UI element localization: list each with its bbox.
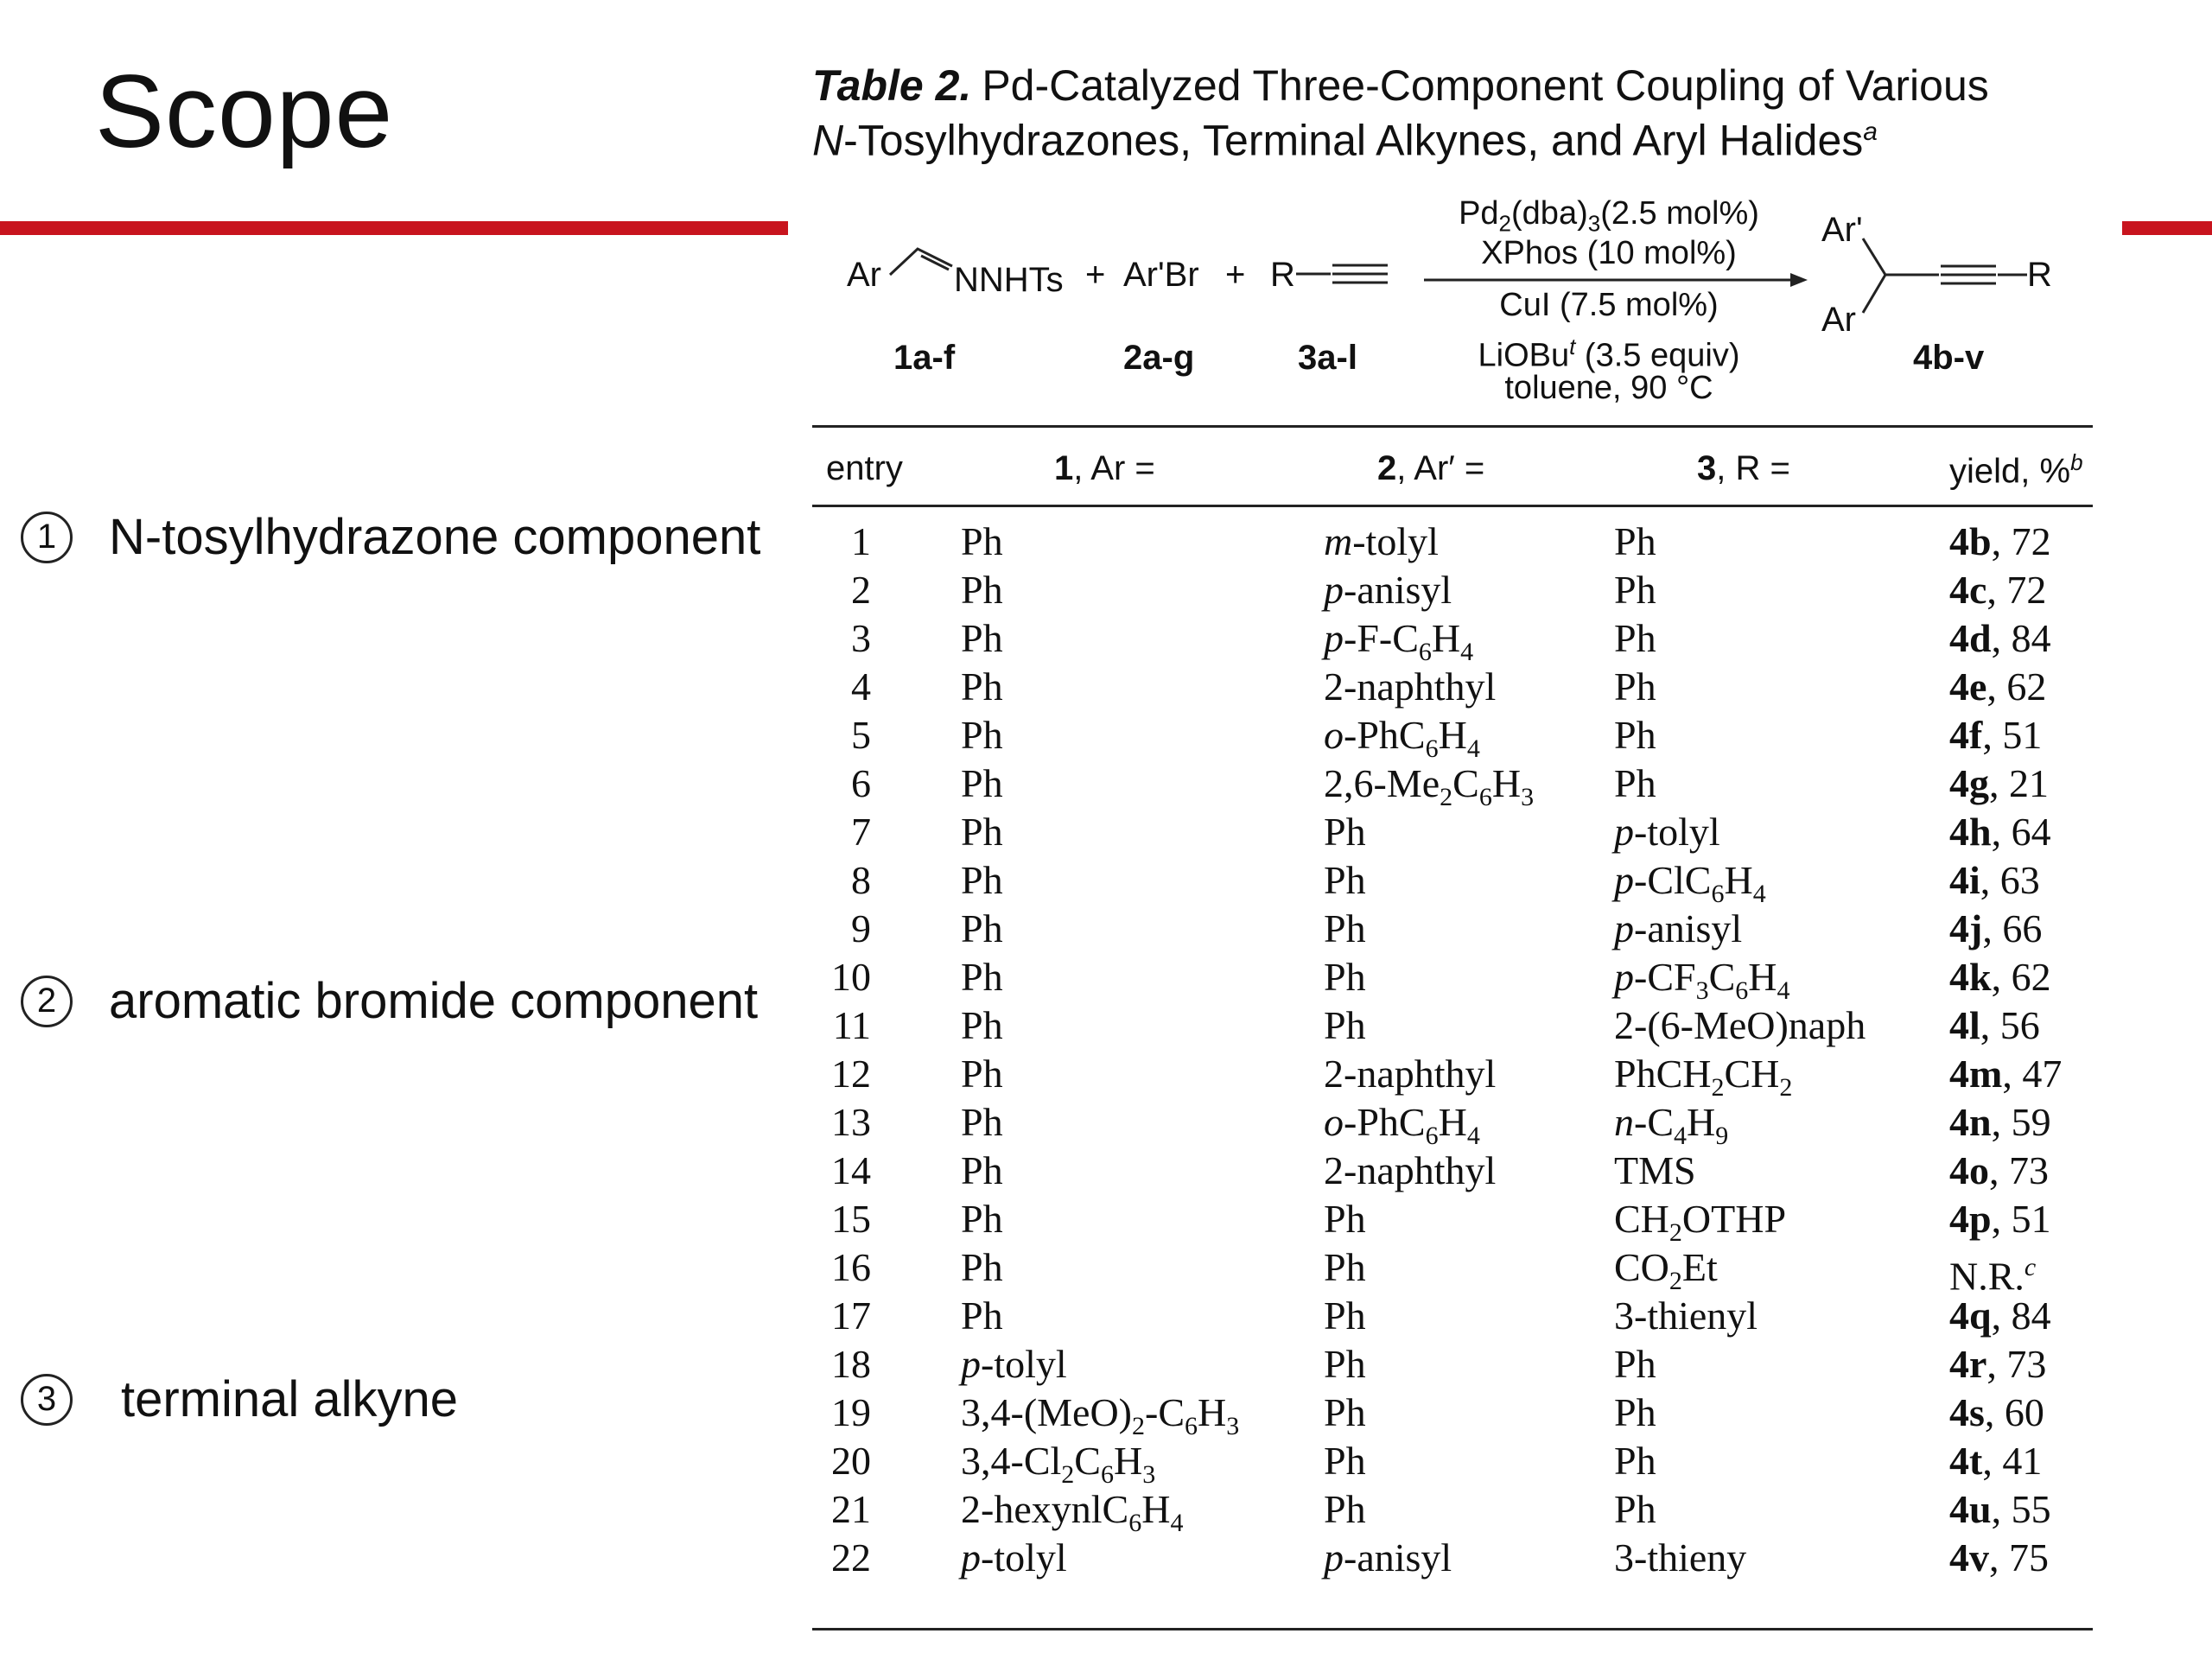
cell-ar: $3,4-Cl_2C_6H_3$ <box>961 1439 1156 1490</box>
title-divider-right <box>2122 221 2212 235</box>
cell-entry: 9 <box>851 906 871 950</box>
cell-yield: 4q, 84 <box>1949 1294 2051 1338</box>
cell-ar: Ph <box>961 858 1003 902</box>
cell-ar: Ph <box>961 664 1003 709</box>
product-ar-prime: Ar' <box>1821 211 1863 249</box>
cell-r: Ph <box>1614 1390 1656 1434</box>
cell-ar-prime: $2,6-Me_2C_6H_3$ <box>1324 761 1535 812</box>
cell-entry: 20 <box>831 1439 871 1483</box>
alkyne-bond-icon <box>1296 261 1391 287</box>
cell-ar: p-tolyl <box>961 1535 1067 1580</box>
cell-ar-prime: $o-PhC_6H_4$ <box>1324 1100 1480 1151</box>
cell-entry: 3 <box>851 616 871 660</box>
condition-solvent: toluene, 90 °C <box>1504 370 1713 406</box>
cell-entry: 10 <box>831 955 871 999</box>
cell-yield: 4p, 51 <box>1949 1197 2051 1241</box>
product-r: R <box>2027 256 2052 294</box>
cell-ar-prime: 2-naphthyl <box>1324 1052 1497 1096</box>
cell-yield: 4i, 63 <box>1949 858 2040 902</box>
cell-ar-prime: 2-naphthyl <box>1324 664 1497 709</box>
table-top-rule <box>812 425 2093 428</box>
cell-yield: 4f, 51 <box>1949 713 2043 757</box>
cell-ar-prime: Ph <box>1324 810 1366 854</box>
cell-ar-prime: Ph <box>1324 906 1366 950</box>
slide-title: Scope <box>95 54 394 169</box>
header-yield: yield, %$^b$ <box>1949 449 2083 491</box>
cell-entry: 7 <box>851 810 871 854</box>
cell-entry: 14 <box>831 1148 871 1192</box>
cell-r: $p-CF_3C_6H_4$ <box>1614 955 1790 1006</box>
label-terminal-alkyne <box>21 1370 458 1428</box>
cell-ar-prime: Ph <box>1324 1439 1366 1483</box>
cell-r: 2-(6-MeO)naph <box>1614 1003 1866 1047</box>
header-ar-prime: 2, Ar′ = <box>1377 449 1485 487</box>
cell-ar: Ph <box>961 1197 1003 1241</box>
cell-r: p-tolyl <box>1614 810 1720 854</box>
caption-footnote: a <box>1863 118 1878 146</box>
label-number: 2 <box>21 976 73 1027</box>
cell-entry: 12 <box>831 1052 871 1096</box>
cell-ar: Ph <box>961 955 1003 999</box>
cell-ar: Ph <box>961 1003 1003 1047</box>
label-text: N-tosylhydrazone component <box>109 509 761 565</box>
cell-r: $n-C_4H_9$ <box>1614 1100 1729 1151</box>
label-1af: 1a-f <box>893 339 956 377</box>
label-4bv: 4b-v <box>1913 339 1985 377</box>
condition-cocatalyst: CuI (7.5 mol%) <box>1499 287 1719 323</box>
cell-r: 3-thieny <box>1614 1535 1747 1580</box>
cell-ar: Ph <box>961 519 1003 563</box>
table-caption <box>812 62 1989 164</box>
label-3al: 3a-l <box>1298 339 1357 377</box>
cell-entry: 16 <box>831 1245 871 1289</box>
cell-entry: 17 <box>831 1294 871 1338</box>
cell-ar-prime: Ph <box>1324 1197 1366 1241</box>
cell-yield: 4k, 62 <box>1949 955 2051 999</box>
cell-r: Ph <box>1614 1342 1656 1386</box>
cell-yield: 4g, 21 <box>1949 761 2049 805</box>
cell-yield: 4b, 72 <box>1949 519 2051 563</box>
reagent-ar: Ar <box>847 256 881 294</box>
cell-ar-prime: $p-F-C_6H_4$ <box>1324 616 1474 667</box>
cell-r: Ph <box>1614 568 1656 612</box>
cell-ar: Ph <box>961 906 1003 950</box>
cell-ar: Ph <box>961 616 1003 660</box>
cell-yield: 4u, 55 <box>1949 1487 2051 1531</box>
hydrazone-bond-icon <box>887 244 956 278</box>
cell-r: Ph <box>1614 713 1656 757</box>
cell-r: Ph <box>1614 1487 1656 1531</box>
label-number: 3 <box>21 1374 73 1426</box>
cell-r: 3-thienyl <box>1614 1294 1758 1338</box>
cell-ar-prime: Ph <box>1324 955 1366 999</box>
table-bottom-rule <box>812 1628 2093 1630</box>
table-header-rule <box>812 505 2093 507</box>
cell-r: Ph <box>1614 616 1656 660</box>
cell-r: Ph <box>1614 1439 1656 1483</box>
header-ar: 1, Ar = <box>1054 449 1155 487</box>
table-number: Table 2. <box>812 61 972 110</box>
caption-line-2: -Tosylhydrazones, Terminal Alkynes, and Aryl Halides <box>843 116 1864 165</box>
header-entry: entry <box>826 449 903 487</box>
cell-ar-prime: p-anisyl <box>1324 1535 1452 1580</box>
cell-ar: $2-hexynlC_6H_4$ <box>961 1487 1184 1538</box>
cell-ar: Ph <box>961 1245 1003 1289</box>
cell-yield: N.R.$^c$ <box>1949 1253 2037 1299</box>
cell-ar: Ph <box>961 761 1003 805</box>
cell-ar-prime: p-anisyl <box>1324 568 1452 612</box>
product-skeleton-icon <box>1858 233 2031 320</box>
label-aromatic-bromide <box>21 972 758 1030</box>
cell-ar-prime: Ph <box>1324 1294 1366 1338</box>
cell-entry: 2 <box>851 568 871 612</box>
label-text: terminal alkyne <box>121 1371 459 1427</box>
cell-yield: 4e, 62 <box>1949 664 2047 709</box>
cell-entry: 5 <box>851 713 871 757</box>
cell-ar-prime: Ph <box>1324 1487 1366 1531</box>
cell-entry: 19 <box>831 1390 871 1434</box>
cell-ar: p-tolyl <box>961 1342 1067 1386</box>
cell-yield: 4l, 56 <box>1949 1003 2040 1047</box>
cell-ar: Ph <box>961 1100 1003 1144</box>
cell-ar-prime: Ph <box>1324 858 1366 902</box>
condition-base: LiOBu$^t$ (3.5 equiv) <box>1478 334 1740 374</box>
cell-ar: Ph <box>961 1294 1003 1338</box>
condition-catalyst: $Pd_2(dba)_3(2.5$ mol%) <box>1459 195 1759 237</box>
cell-entry: 15 <box>831 1197 871 1241</box>
cell-yield: 4h, 64 <box>1949 810 2051 854</box>
cell-r: Ph <box>1614 761 1656 805</box>
label-n-tosylhydrazone <box>21 508 760 566</box>
cell-ar-prime: $o-PhC_6H_4$ <box>1324 713 1480 764</box>
cell-ar: Ph <box>961 568 1003 612</box>
cell-ar-prime: Ph <box>1324 1342 1366 1386</box>
cell-yield: 4j, 66 <box>1949 906 2043 950</box>
cell-ar-prime: Ph <box>1324 1003 1366 1047</box>
cell-yield: 4r, 73 <box>1949 1342 2047 1386</box>
cell-entry: 6 <box>851 761 871 805</box>
cell-ar-prime: Ph <box>1324 1245 1366 1289</box>
cell-ar-prime: Ph <box>1324 1390 1366 1434</box>
plus-sign: + <box>1225 256 1246 294</box>
condition-ligand: XPhos (10 mol%) <box>1481 235 1737 271</box>
cell-ar: Ph <box>961 810 1003 854</box>
cell-yield: 4m, 47 <box>1949 1052 2063 1096</box>
cell-yield: 4t, 41 <box>1949 1439 2043 1483</box>
cell-r: Ph <box>1614 519 1656 563</box>
reagent-nnhts: NNHTs <box>954 261 1064 299</box>
cell-yield: 4n, 59 <box>1949 1100 2051 1144</box>
cell-r: $PhCH_2CH_2$ <box>1614 1052 1793 1103</box>
cell-yield: 4c, 72 <box>1949 568 2047 612</box>
label-text: aromatic bromide component <box>109 973 759 1029</box>
cell-r: TMS <box>1614 1148 1696 1192</box>
cell-ar: Ph <box>961 713 1003 757</box>
cell-r: $CH_2OTHP$ <box>1614 1197 1787 1248</box>
caption-line-1: Pd-Catalyzed Three-Component Coupling of Various <box>982 61 1989 110</box>
cell-r: $CO_2Et$ <box>1614 1245 1718 1296</box>
cell-r: Ph <box>1614 664 1656 709</box>
header-r: 3, R = <box>1697 449 1790 487</box>
cell-entry: 22 <box>831 1535 871 1580</box>
caption-italic-n: N <box>812 116 844 165</box>
cell-entry: 18 <box>831 1342 871 1386</box>
reagent-r: R <box>1270 256 1295 294</box>
plus-sign: + <box>1085 256 1106 294</box>
cell-r: $p-ClC_6H_4$ <box>1614 858 1766 909</box>
title-divider-left <box>0 221 788 235</box>
cell-ar-prime: 2-naphthyl <box>1324 1148 1497 1192</box>
cell-ar: $3,4-(MeO)_2-C_6H_3$ <box>961 1390 1240 1441</box>
cell-yield: 4d, 84 <box>1949 616 2051 660</box>
reagent-arbr: Ar'Br <box>1123 256 1199 294</box>
cell-ar: Ph <box>961 1148 1003 1192</box>
cell-entry: 8 <box>851 858 871 902</box>
cell-yield: 4s, 60 <box>1949 1390 2044 1434</box>
cell-r: p-anisyl <box>1614 906 1743 950</box>
cell-entry: 1 <box>851 519 871 563</box>
cell-entry: 21 <box>831 1487 871 1531</box>
product-ar: Ar <box>1821 301 1856 339</box>
cell-entry: 13 <box>831 1100 871 1144</box>
label-2ag: 2a-g <box>1123 339 1195 377</box>
cell-yield: 4o, 73 <box>1949 1148 2049 1192</box>
label-number: 1 <box>21 512 73 563</box>
cell-entry: 11 <box>832 1003 871 1047</box>
cell-yield: 4v, 75 <box>1949 1535 2049 1580</box>
cell-ar-prime: m-tolyl <box>1324 519 1439 563</box>
cell-ar: Ph <box>961 1052 1003 1096</box>
cell-entry: 4 <box>851 664 871 709</box>
